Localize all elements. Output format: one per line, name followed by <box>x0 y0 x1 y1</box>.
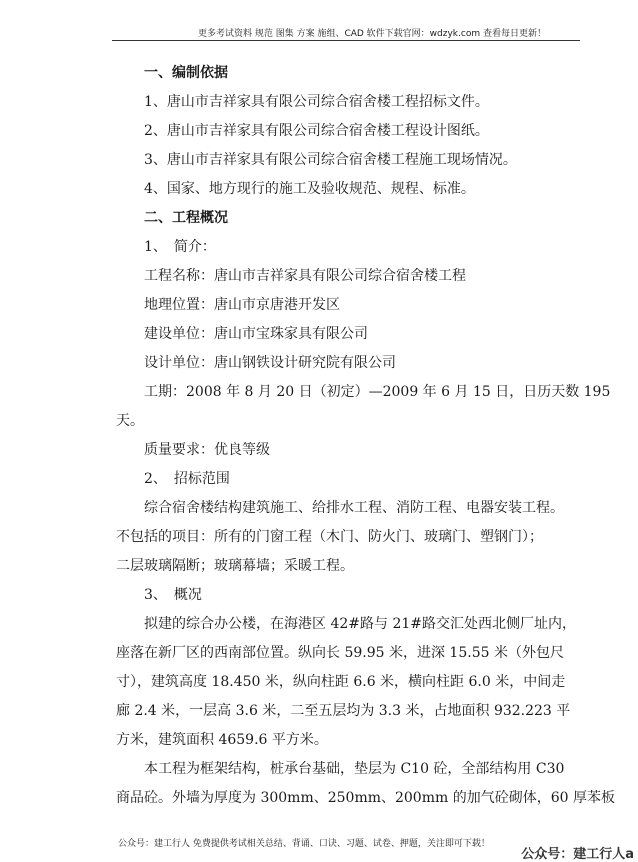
general-line: 座落在新厂区的西南部位置。纵向长 59.95 米，进深 15.55 米（外包尺 <box>116 645 564 661</box>
basis-item: 1、唐山市吉祥家具有限公司综合宿舍楼工程招标文件。 <box>144 94 489 110</box>
scope-line: 二层玻璃隔断；玻璃幕墙；采暖工程。 <box>116 558 354 574</box>
scope-line: 不包括的项目：所有的门窗工程（木门、防火门、玻璃门、塑钢门）； <box>116 529 543 545</box>
footer-note: 公众号：建工行人 免费提供考试相关总结、背诵、口诀、习题、试卷、押题，关注即可下载！ <box>118 839 490 849</box>
basis-item: 3、唐山市吉祥家具有限公司综合宿舍楼工程施工现场情况。 <box>144 152 517 168</box>
header-divider <box>112 40 580 41</box>
subheading-general: 3、 概况 <box>144 587 202 603</box>
header-note: 更多考试资料 规范 图集 方案 施组、CAD 软件下载官网：wdzyk.com 查看每日更新！ <box>198 29 546 39</box>
basis-item: 2、唐山市吉祥家具有限公司综合宿舍楼工程设计图纸。 <box>144 123 489 139</box>
watermark-label: 公众号：建工行人a <box>521 847 634 862</box>
structure-line: 商品砼。外墙为厚度为 300mm、250mm、200mm 的加气砼砌体，60 厚苯板 <box>116 790 615 806</box>
section-heading-overview: 二、工程概况 <box>144 210 228 226</box>
subheading-intro: 1、 简介： <box>144 239 216 255</box>
field-quality: 质量要求：优良等级 <box>144 442 270 458</box>
field-designer: 设计单位：唐山钢铁设计研究院有限公司 <box>144 355 396 371</box>
field-period-continued: 天。 <box>116 413 144 429</box>
general-line: 拟建的综合办公楼，在海港区 42#路与 21#路交汇处西北侧厂址内， <box>144 616 576 632</box>
scope-line: 综合宿舍楼结构建筑施工、给排水工程、消防工程、电器安装工程。 <box>144 500 564 516</box>
general-line: 方米，建筑面积 4659.6 平方米。 <box>116 732 328 748</box>
document-body <box>116 59 615 813</box>
field-location: 地理位置：唐山市京唐港开发区 <box>144 297 340 313</box>
field-period: 工期：2008 年 8 月 20 日（初定）—2009 年 6 月 15 日，日历天数 195 <box>144 384 611 400</box>
basis-item: 4、国家、地方现行的施工及验收规范、规程、标准。 <box>144 181 475 197</box>
general-line: 寸），建筑高度 18.450 米，纵向柱距 6.6 米，横向柱距 6.0 米，中间走 <box>116 674 566 690</box>
subheading-scope: 2、 招标范围 <box>144 471 230 487</box>
field-project-name: 工程名称：唐山市吉祥家具有限公司综合宿舍楼工程 <box>144 268 466 284</box>
general-line: 廊 2.4 米，一层高 3.6 米，二至五层均为 3.3 米，占地面积 932.223 平 <box>116 703 571 719</box>
section-heading-basis: 一、编制依据 <box>144 65 228 81</box>
field-builder: 建设单位：唐山市宝珠家具有限公司 <box>144 326 368 342</box>
structure-line: 本工程为框架结构，桩承台基础，垫层为 C10 砼，全部结构用 C30 <box>144 761 565 777</box>
